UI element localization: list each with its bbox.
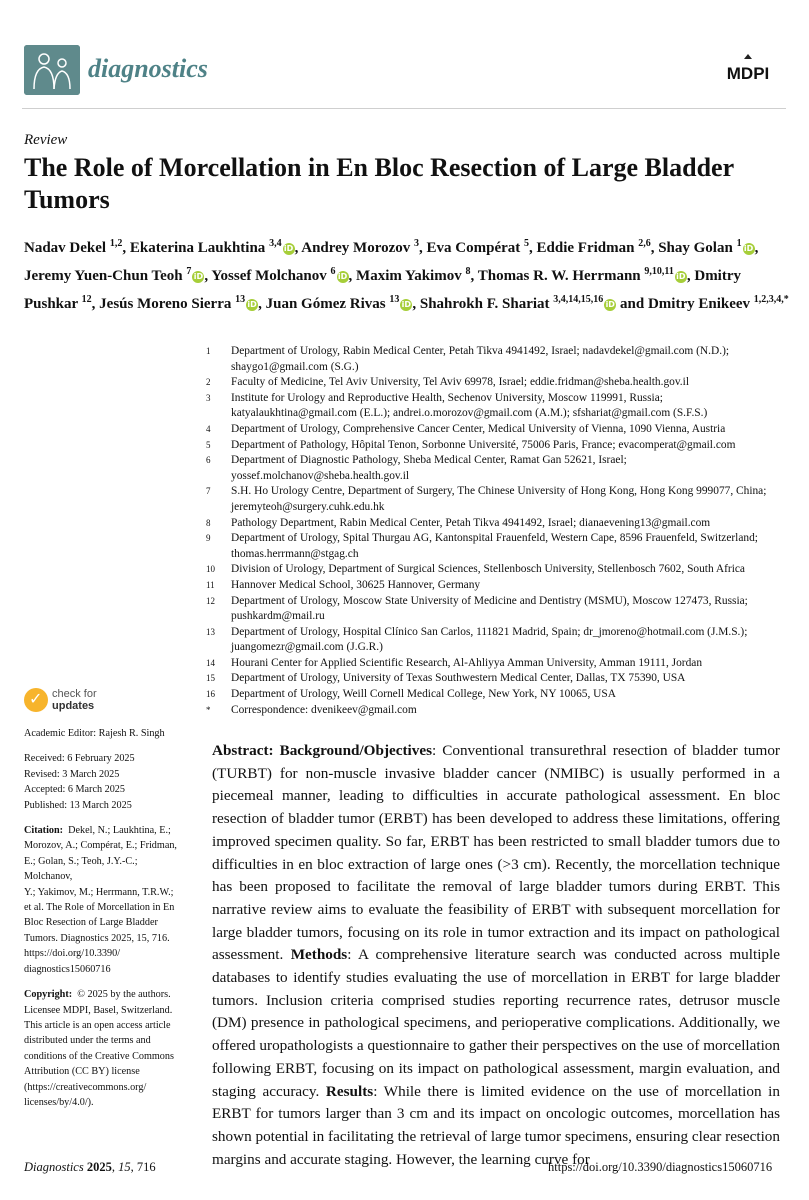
citation-line xyxy=(24,915,184,930)
citation-line xyxy=(24,823,184,838)
citation-line xyxy=(24,900,184,915)
article-type: Review xyxy=(24,132,68,148)
copyright-line xyxy=(24,1003,184,1018)
copyright-line xyxy=(24,1018,184,1033)
affiliation-text: Hannover Medical School, 30625 Hannover, Germany xyxy=(231,578,481,591)
affiliation-number: 14 xyxy=(206,657,215,668)
author-name: Dmitry Enikeev xyxy=(647,296,751,312)
author-name: Maxim Yakimov xyxy=(356,268,462,284)
affiliation-number: 11 xyxy=(206,579,215,590)
author-and: and xyxy=(620,296,645,312)
copyright-line xyxy=(24,987,184,1002)
citation-text: Morozov, A.; Compérat, E.; Fridman, xyxy=(24,840,177,852)
affiliations-list xyxy=(206,344,786,718)
author-affiliation-sup: 2,6 xyxy=(638,238,651,249)
mdpi-logo xyxy=(718,52,778,86)
author-name: Andrey Morozov xyxy=(301,240,411,256)
affiliation-text: Department of Urology, Weill Cornell Medical College, New York, NY 10065, USA xyxy=(231,688,616,701)
orcid-icon[interactable]: iD xyxy=(605,300,615,309)
results-label: Results xyxy=(325,1082,374,1100)
affiliation-number: 16 xyxy=(206,689,215,700)
affiliation-number: 6 xyxy=(206,455,211,466)
author-name: Ekaterina Laukhtina xyxy=(129,240,266,256)
orcid-icon[interactable]: iD xyxy=(283,244,294,253)
affiliation-number: 3 xyxy=(206,392,211,403)
affiliation-item xyxy=(206,671,786,687)
methods-label: Methods xyxy=(290,946,348,964)
copyright-text: conditions of the Creative Commons xyxy=(24,1050,174,1062)
affiliation-text: Correspondence: dvenikeev@gmail.com xyxy=(231,703,417,716)
affiliation-number: 15 xyxy=(206,673,215,684)
affiliation-number: 4 xyxy=(206,423,211,434)
author-name: Shay Golan xyxy=(658,240,733,256)
citation-label: Citation: xyxy=(24,825,64,837)
citation-line xyxy=(24,946,184,961)
copyright-text: (https://creativecommons.org/ xyxy=(24,1081,147,1093)
copyright-line xyxy=(24,1064,184,1079)
author-name: Nadav Dekel xyxy=(24,240,107,256)
author-affiliation-sup: 5 xyxy=(524,238,530,249)
affiliation-number: 12 xyxy=(206,595,215,606)
revised-date: Revised: 3 March 2025 xyxy=(24,768,120,780)
citation-text: Dekel, N.; Laukhtina, E.; xyxy=(68,825,171,837)
citation-line xyxy=(24,854,184,885)
footer-journal: Diagnostics xyxy=(24,1160,84,1174)
check-updates-icon: ✓ xyxy=(24,688,48,712)
affiliation-text: Department of Urology, Spital Thurgau AG, Kantonspital Frauenfeld, Western Cape, 8596 Frauenfeld, Switzerland; thomas.herrmann@stgag.ch xyxy=(231,532,758,560)
copyright-text: © 2025 by the authors. xyxy=(77,989,171,1001)
affiliation-item xyxy=(206,531,786,562)
copyright-text: distributed under the terms and xyxy=(24,1035,151,1047)
affiliation-item xyxy=(206,391,786,422)
mdpi-logo-text: MDPI xyxy=(726,64,770,83)
affiliation-text: S.H. Ho Urology Centre, Department of Surgery, The Chinese University of Hong Kong, Hong Kong 999077, China; jeremyteoh@surgery.cuhk.edu.hk xyxy=(231,485,767,513)
footer-year: 2025 xyxy=(86,1160,112,1174)
author-name: Thomas R. W. Herrmann xyxy=(477,268,641,284)
orcid-icon[interactable]: iD xyxy=(401,300,412,309)
citation-line xyxy=(24,931,184,946)
author-name: Juan Gómez Rivas xyxy=(265,296,386,312)
footer-article-number: 716 xyxy=(136,1160,156,1174)
header-divider xyxy=(22,108,786,109)
affiliation-text: Department of Diagnostic Pathology, Sheba Medical Center, Ramat Gan 52621, Israel; yossef.molchanov@sheba.health.gov.il xyxy=(231,454,627,482)
affiliation-number: 7 xyxy=(206,486,211,497)
orcid-icon[interactable]: iD xyxy=(676,272,686,281)
copyright-text: licenses/by/4.0/). xyxy=(24,1096,94,1108)
author-affiliation-sup: 1 xyxy=(736,238,742,249)
author-affiliation-sup: 13 xyxy=(235,294,246,305)
academic-editor: Academic Editor: Rajesh R. Singh xyxy=(24,728,165,739)
copyright-label: Copyright: xyxy=(24,989,73,1001)
article-title: The Role of Morcellation in En Bloc Resection of Large Bladder Tumors xyxy=(24,153,734,214)
author-name: Shahrokh F. Shariat xyxy=(419,296,550,312)
affiliation-text: Department of Urology, Rabin Medical Center, Petah Tikva 4941492, Israel; nadavdekel@gmail.com (N.D.); shaygo1@gmail.com (S.G.) xyxy=(231,345,730,373)
citation-line xyxy=(24,962,184,977)
background-text: : Conventional transurethral resection of bladder tumor (TURBT) for non-muscle invasive bladder cancer (NMIBC) is usually performed in a piecemeal manner, leading to difficulties in accurate pathological assessment. En bloc resection of bladder tumor (ERBT) has been developed to address these limitations, offering improved specimen quality. So far, ERBT has been restricted to small bladder tumors due to difficulties in en bloc extraction of large ones (>3 cm). Recently, the morcellation technique has been proposed to facilitate the removal of large bladder tumors during ERBT. This narrative review aims to evaluate the feasibility of ERBT with subsequent morcellation for large bladder tumors, focusing on its role in tumor extraction and its impact on pathological assessment. xyxy=(212,742,780,964)
citation-text: https://doi.org/10.3390/ xyxy=(24,948,121,960)
received-date: Received: 6 February 2025 xyxy=(24,753,135,765)
check-for-updates-button[interactable] xyxy=(24,688,144,716)
affiliation-item xyxy=(206,625,786,656)
author-name: Jeremy Yuen-Chun Teoh xyxy=(24,268,183,284)
methods-text: : A comprehensive literature search was conducted across multiple databases to identify studies evaluating the use of morcellation in ERBT for large bladder tumors. Inclusion criteria comprised studies reporting recurrence rates, detrusor muscle (DM) presence in pathological specimens, and perioperative complications. Additionally, we offered uropathologists a questionnaire to gather their perspectives on the use of morcellation following ERBT, focusing on its impact on pathological assessment, margin evaluation, and staging accuracy. xyxy=(212,946,780,1100)
background-label: Background/Objectives xyxy=(279,742,433,759)
published-date: Published: 13 March 2025 xyxy=(24,799,132,811)
citation-line xyxy=(24,885,184,900)
abstract-label: Abstract: xyxy=(212,742,274,759)
affiliation-text: Department of Pathology, Hôpital Tenon, Sorbonne Université, 75006 Paris, France; evacomperat@gmail.com xyxy=(231,438,736,451)
orcid-icon[interactable]: iD xyxy=(337,272,348,281)
author-name: Yossef Molchanov xyxy=(211,268,327,284)
author-affiliation-sup: 8 xyxy=(465,266,471,277)
affiliation-text: Division of Urology, Department of Surgical Sciences, Stellenbosch University, Stellenbosch 7602, South Africa xyxy=(231,563,745,576)
affiliation-text: Department of Urology, Hospital Clínico San Carlos, 111821 Madrid, Spain; dr_jmoreno@hotmail.com (J.M.S.); juangomezr@gmail.com (J.G.R.) xyxy=(231,625,748,654)
affiliation-text: Hourani Center for Applied Scientific Research, Al-Ahliyya Amman University, Amman 19111, Jordan xyxy=(231,656,703,669)
affiliation-text: Pathology Department, Rabin Medical Center, Petah Tikva 4941492, Israel; dianaevening13@gmail.com xyxy=(231,516,711,529)
citation-text: E.; Golan, S.; Teoh, J.Y.-C.; Molchanov, xyxy=(24,855,138,883)
citation-text: diagnostics15060716 xyxy=(24,963,111,975)
footer-citation: Diagnostics 2025, 15, 716 xyxy=(24,1160,156,1174)
affiliation-number: * xyxy=(206,704,211,715)
affiliation-item xyxy=(206,687,786,703)
affiliation-item xyxy=(206,578,786,594)
copyright-line xyxy=(24,1049,184,1064)
citation-text: Y.; Yakimov, M.; Herrmann, T.R.W.; xyxy=(24,886,174,898)
affiliation-number: 9 xyxy=(206,533,211,544)
footer-doi-link[interactable]: https://doi.org/10.3390/diagnostics15060716 xyxy=(548,1160,773,1174)
orcid-icon[interactable]: iD xyxy=(247,300,257,309)
author-affiliation-sup: 3,4 xyxy=(269,238,282,249)
affiliation-item xyxy=(206,656,786,672)
author-affiliation-sup: 1,2,3,4,* xyxy=(753,294,789,305)
author-name: Eva Compérat xyxy=(426,240,521,256)
check-updates-line2: updates xyxy=(52,700,95,712)
author-list: Nadav Dekel $^{1,2}$, Ekaterina Laukhtina $^{3,4}$ iD, Andrey Morozov $^3$, Eva Compérat $^5$, Eddie Fridman $^{2,6}$, Shay Golan $^1$ iD, Jeremy Yuen-Chun Teoh $^7$ iD, Yossef Molchanov $^6$ iD, Maxim Yakimov $^8$, Thomas R. W. Herrmann $^{9,10,11}$ iD, Dmitry Pushkar $^{12}$, Jesús Moreno Sierra $^{13}$ iD, Juan Gómez Rivas $^{13}$ iD, Shahrokh F. Shariat $^{3,4,14,15,16}$ iD and Dmitry Enikeev $^{1,2,3,4,*}$ xyxy=(24,238,789,312)
footer-volume: 15 xyxy=(118,1160,131,1174)
affiliation-number: 8 xyxy=(206,517,211,528)
affiliation-item xyxy=(206,562,786,578)
affiliation-text: Department of Urology, Comprehensive Cancer Center, Medical University of Vienna, 1090 Vienna, Austria xyxy=(231,422,726,435)
copyright-line xyxy=(24,1080,184,1095)
affiliation-item xyxy=(206,703,786,719)
accepted-date: Accepted: 6 March 2025 xyxy=(24,784,125,796)
author-affiliation-sup: 1,2 xyxy=(109,238,123,249)
affiliation-text: Faculty of Medicine, Tel Aviv University, Tel Aviv 69978, Israel; eddie.fridman@sheba.health.gov.il xyxy=(231,376,689,389)
affiliation-item xyxy=(206,375,786,391)
affiliation-item xyxy=(206,438,786,454)
author-name: Dmitry Pushkar xyxy=(24,268,742,312)
author-name: Eddie Fridman xyxy=(536,240,635,256)
citation-block xyxy=(24,823,184,977)
copyright-line xyxy=(24,1033,184,1048)
affiliation-item xyxy=(206,422,786,438)
copyright-text: This article is an open access article xyxy=(24,1019,171,1031)
affiliation-text: Department of Urology, Moscow State University of Medicine and Dentistry (MSMU), Moscow 127473, Russia; pushkardm@mail.ru xyxy=(231,594,748,623)
author-affiliation-sup: 7 xyxy=(186,266,192,277)
author-affiliation-sup: 6 xyxy=(330,266,336,277)
journal-logo xyxy=(24,45,80,95)
abstract xyxy=(212,740,780,1171)
citation-text: et al. The Role of Morcellation in En xyxy=(24,902,175,914)
affiliation-number: 13 xyxy=(206,626,215,637)
author-name: Jesús Moreno Sierra xyxy=(99,296,232,312)
author-affiliation-sup: 9,10,11 xyxy=(644,266,674,277)
affiliation-text: Institute for Urology and Reproductive Health, Sechenov University, Moscow 119991, Russia; katyalaukhtina@gmail.com (E.L.); andrei.o.morozov@gmail.com (A.M.); sfshariat@gmail.com (S.F.S.) xyxy=(231,391,708,420)
copyright-line xyxy=(24,1095,184,1110)
affiliation-item xyxy=(206,516,786,532)
affiliation-number: 5 xyxy=(206,439,211,450)
affiliation-item xyxy=(206,484,786,515)
affiliation-text: Department of Urology, University of Texas Southwestern Medical Center, Dallas, TX 75390, USA xyxy=(231,672,686,685)
author-affiliation-sup: 3 xyxy=(414,238,420,249)
check-updates-line1: check for xyxy=(52,688,97,700)
affiliation-number: 2 xyxy=(206,377,211,388)
article-info-sidebar xyxy=(24,726,184,1110)
author-affiliation-sup: 12 xyxy=(81,294,92,305)
author-affiliation-sup: 13 xyxy=(389,294,400,305)
copyright-block xyxy=(24,987,184,1110)
orcid-icon[interactable]: iD xyxy=(193,272,204,281)
affiliation-item xyxy=(206,453,786,484)
affiliation-number: 10 xyxy=(206,564,215,575)
orcid-icon[interactable]: iD xyxy=(743,244,754,253)
mdpi-logo-icon xyxy=(718,52,778,86)
copyright-text: Licensee MDPI, Basel, Switzerland. xyxy=(24,1004,173,1016)
citation-line xyxy=(24,838,184,853)
affiliation-number: 1 xyxy=(206,346,211,356)
copyright-text: Attribution (CC BY) license xyxy=(24,1066,140,1078)
journal-logo-icon xyxy=(24,45,80,95)
citation-text: Tumors. Diagnostics 2025, 15, 716. xyxy=(24,932,170,944)
affiliation-item xyxy=(206,344,786,375)
journal-name: diagnostics xyxy=(88,54,208,83)
results-text: : While there is limited evidence on the use of morcellation in ERBT for tumors larger than 3 cm and its impact on oncologic outcomes, morcellation has shown potential in facilitating the retrieval of large tumor specimens, ensuring clear resection margins and accurate staging. However, the learning curve for xyxy=(212,1082,780,1168)
citation-text: Bloc Resection of Large Bladder xyxy=(24,917,158,929)
affiliation-item xyxy=(206,594,786,625)
author-affiliation-sup: 3,4,14,15,16 xyxy=(553,294,604,305)
